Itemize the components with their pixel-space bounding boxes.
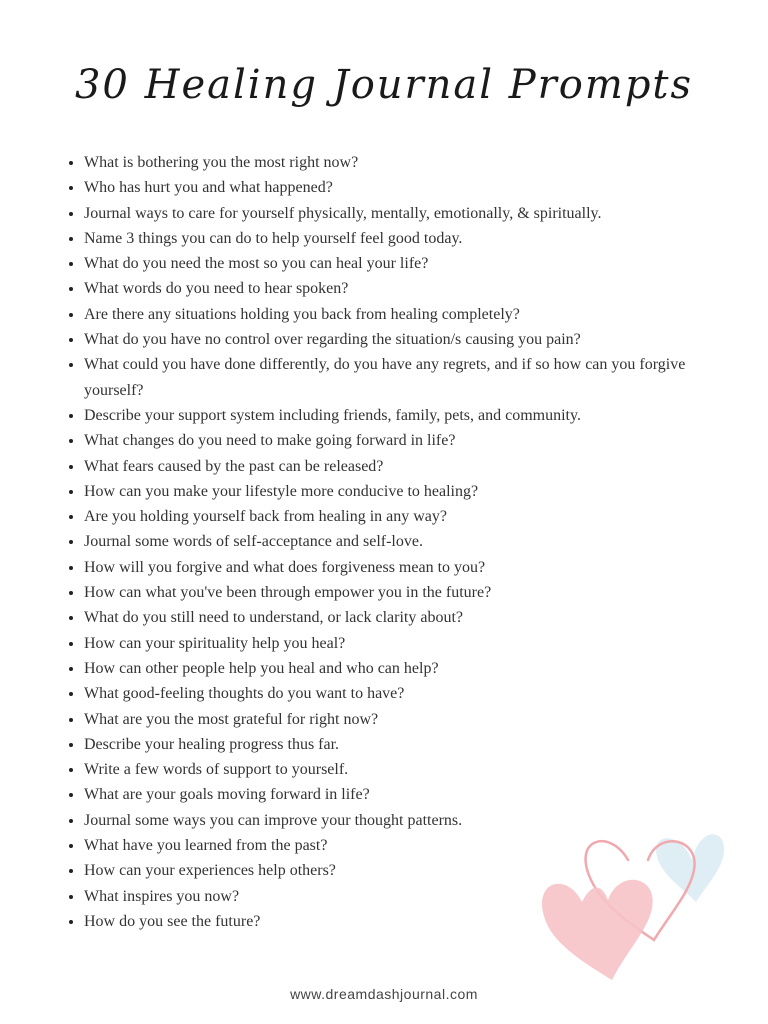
prompt-item: • Journal ways to care for yourself physically, mentally, emotionally, & spiritually. (84, 201, 724, 226)
prompt-item: • What fears caused by the past can be released? (84, 454, 724, 479)
blue-heart-icon (656, 834, 724, 902)
prompt-item: • What do you still need to understand, or lack clarity about? (84, 605, 724, 630)
prompt-item: • Journal some ways you can improve your thought patterns. (84, 808, 724, 833)
pink-heart-icon (542, 880, 653, 980)
prompt-item: • What could you have done differently, do you have any regrets, and if so how can you forgive yourself? (84, 352, 724, 403)
prompt-item: • What words do you need to hear spoken? (84, 276, 724, 301)
prompt-item: • Describe your healing progress thus far. (84, 732, 724, 757)
prompt-item: • Journal some words of self-acceptance and self-love. (84, 529, 724, 554)
prompt-item: • What good-feeling thoughts do you want to have? (84, 681, 724, 706)
prompt-item: • Are there any situations holding you back from healing completely? (84, 302, 724, 327)
prompt-item: • What do you have no control over regarding the situation/s causing you pain? (84, 327, 724, 352)
prompt-item: • Write a few words of support to yourself. (84, 757, 724, 782)
prompt-item: • What inspires you now? (84, 884, 724, 909)
page-title: 30 Healing Journal Prompts (74, 62, 694, 108)
prompt-item: • What are you the most grateful for right now? (84, 707, 724, 732)
prompt-item: • What changes do you need to make going forward in life? (84, 428, 724, 453)
prompt-item: • What is bothering you the most right now? (84, 150, 724, 175)
prompt-item: • What are your goals moving forward in life? (84, 782, 724, 807)
prompt-item: • How can your spirituality help you heal? (84, 631, 724, 656)
prompt-item: • Name 3 things you can do to help yourself feel good today. (84, 226, 724, 251)
prompt-item: • Who has hurt you and what happened? (84, 175, 724, 200)
hearts-icon (530, 790, 730, 990)
prompt-item: • Describe your support system including friends, family, pets, and community. (84, 403, 724, 428)
footer-url: www.dreamdashjournal.com (290, 986, 478, 1002)
prompt-item: • What have you learned from the past? (84, 833, 724, 858)
prompt-item: • How can what you've been through empower you in the future? (84, 580, 724, 605)
prompt-item: • How can other people help you heal and who can help? (84, 656, 724, 681)
prompt-item: • How do you see the future? (84, 909, 724, 934)
prompt-item: • What do you need the most so you can heal your life? (84, 251, 724, 276)
prompt-item: • How will you forgive and what does forgiveness mean to you? (84, 555, 724, 580)
prompt-item: • Are you holding yourself back from healing in any way? (84, 504, 724, 529)
prompt-item: • How can your experiences help others? (84, 858, 724, 883)
prompt-item: • How can you make your lifestyle more conducive to healing? (84, 479, 724, 504)
